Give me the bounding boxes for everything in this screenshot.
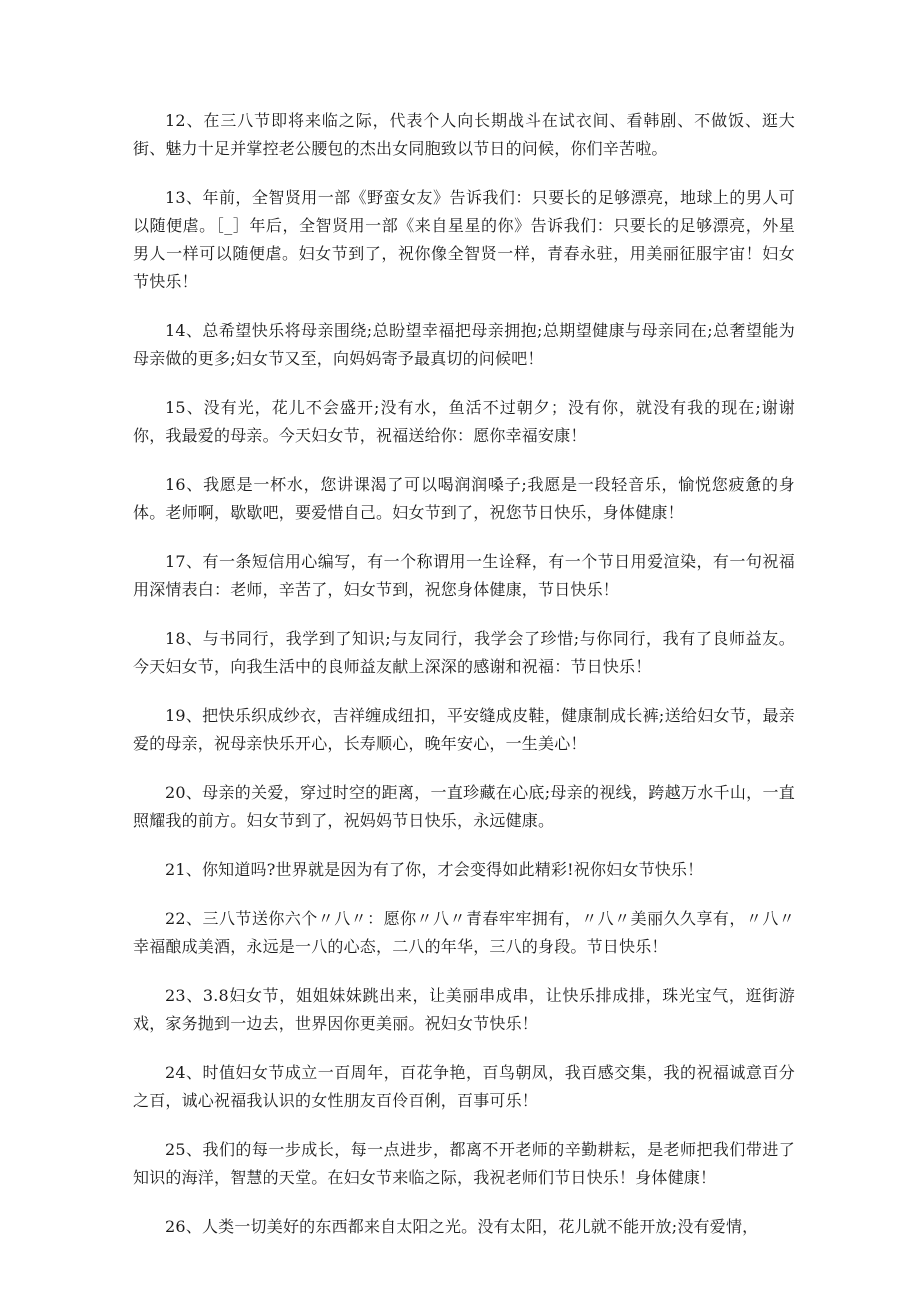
paragraph-26: 26、人类一切美好的东西都来自太阳之光。没有太阳，花儿就不能开放;没有爱情，	[165, 1217, 759, 1236]
paragraph-23: 23、3.8妇女节，姐姐妹妹跳出来，让美丽串成串，让快乐排成排，珠光宝气，逛街游戏，家务抛到一边去，世界因你更美丽。祝妇女节快乐！	[133, 986, 795, 1033]
paragraph-19: 19、把快乐织成纱衣，吉祥缠成纽扣，平安缝成皮鞋，健康制成长裤;送给妇女节，最亲爱的母亲，祝母亲快乐开心，长寿顺心，晚年安心，一生美心！	[133, 706, 795, 753]
paragraph-12: 12、在三八节即将来临之际，代表个人向长期战斗在试衣间、看韩剧、不做饭、逛大街、魅力十足并掌控老公腰包的杰出女同胞致以节日的问候，你们辛苦啦。	[133, 111, 795, 158]
paragraph-15: 15、没有光，花儿不会盛开;没有水，鱼活不过朝夕；没有你，就没有我的现在;谢谢你，我最爱的母亲。今天妇女节，祝福送给你：愿你幸福安康！	[133, 398, 795, 445]
paragraph-24: 24、时值妇女节成立一百周年，百花争艳，百鸟朝凤，我百感交集，我的祝福诚意百分之百，诚心祝福我认识的女性朋友百伶百俐，百事可乐！	[133, 1063, 795, 1110]
paragraph-21: 21、你知道吗?世界就是因为有了你，才会变得如此精彩!祝你妇女节快乐！	[165, 860, 704, 879]
paragraph-25: 25、我们的每一步成长，每一点进步，都离不开老师的辛勤耕耘，是老师把我们带进了知识的海洋，智慧的天堂。在妇女节来临之际，我祝老师们节日快乐！身体健康！	[133, 1140, 795, 1187]
paragraph-17: 17、有一条短信用心编写，有一个称谓用一生诠释，有一个节日用爱渲染，有一句祝福用深情表白：老师，辛苦了，妇女节到，祝您身体健康，节日快乐！	[133, 552, 795, 599]
paragraph-13: 13、年前，全智贤用一部《野蛮女友》告诉我们：只要长的足够漂亮，地球上的男人可以随便虐。［_］年后，全智贤用一部《来自星星的你》告诉我们：只要长的足够漂亮，外星男人一样可以随便虐。妇女节到了，祝你像全智贤一样，青春永驻，用美丽征服宇宙！妇女节快乐！	[133, 188, 795, 291]
paragraph-18: 18、与书同行，我学到了知识;与友同行，我学会了珍惜;与你同行，我有了良师益友。今天妇女节，向我生活中的良师益友献上深深的感谢和祝福：节日快乐！	[133, 629, 795, 676]
paragraph-22: 22、三八节送你六个〃八〃：愿你〃八〃青春牢牢拥有，〃八〃美丽久久享有，〃八〃幸福酿成美酒，永远是一八的心态，二八的年华，三八的身段。节日快乐！	[133, 909, 795, 956]
paragraph-20: 20、母亲的关爱，穿过时空的距离，一直珍藏在心底;母亲的视线，跨越万水千山，一直照耀我的前方。妇女节到了，祝妈妈节日快乐，永远健康。	[133, 783, 795, 830]
document-body	[133, 107, 795, 1262]
paragraph-14: 14、总希望快乐将母亲围绕;总盼望幸福把母亲拥抱;总期望健康与母亲同在;总奢望能为母亲做的更多;妇女节又至，向妈妈寄予最真切的问候吧！	[133, 321, 795, 368]
paragraph-16: 16、我愿是一杯水，您讲课渴了可以喝润润嗓子;我愿是一段轻音乐，愉悦您疲惫的身体。老师啊，歇歇吧，要爱惜自己。妇女节到了，祝您节日快乐，身体健康！	[133, 475, 795, 522]
